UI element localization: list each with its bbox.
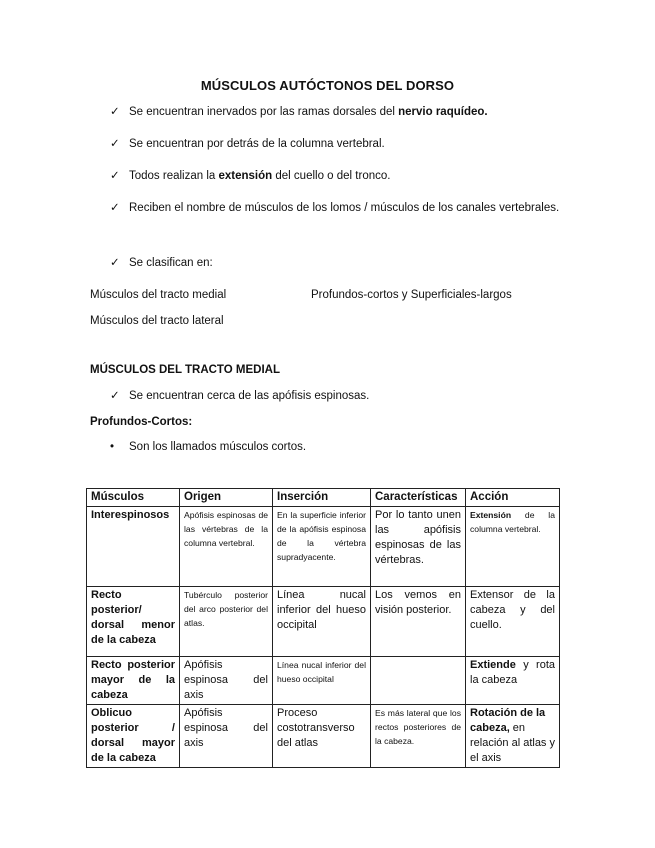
col-header-origen: Origen (180, 489, 273, 507)
check-icon: ✓ (110, 170, 120, 182)
col-header-insercion: Inserción (273, 489, 371, 507)
table-row (87, 657, 560, 705)
cell-musculo: Interespinosos (87, 507, 180, 587)
cell-caracteristicas: Por lo tanto unen las apófisis espinosas de las vértebras. (371, 507, 466, 587)
cell-accion: Rotación de la cabeza, en relación al atlas y el axis (466, 705, 560, 768)
bullet-dot-icon: • (110, 441, 115, 453)
classification-medial-types: Profundos-cortos y Superficiales-largos (311, 289, 512, 301)
col-header-accion: Acción (466, 489, 560, 507)
cell-musculo: Recto posterior mayor de la cabeza (87, 657, 180, 705)
check-icon: ✓ (110, 202, 120, 214)
check-icon: ✓ (110, 390, 120, 402)
cell-caracteristicas: Los vemos en visión posterior. (371, 587, 466, 657)
subsection-heading: Profundos-Cortos: (90, 416, 193, 428)
cell-musculo: Oblicuo posterior / dorsal mayor de la cabeza (87, 705, 180, 768)
table-row (87, 705, 560, 768)
check-icon: ✓ (110, 257, 120, 269)
check-icon: ✓ (110, 106, 120, 118)
classification-medial: Músculos del tracto medial (90, 289, 227, 301)
cell-insercion: Línea nucal inferior del hueso occipital (273, 587, 371, 657)
check-icon: ✓ (110, 138, 120, 150)
document-page: MÚSCULOS AUTÓCTONOS DEL DORSO ✓ Se encuentran inervados por las ramas dorsales del nervio raquídeo. ✓ Se encuentran por detrás de la columna vertebral. ✓ Todos realizan la extensión del cuello o del tronco. ✓ Reciben el nombre de músculos de los lomos / músculos de los canales vertebrales. ✓ Se clasifican en: Músculos del tracto medial Profundos-cortos y Superficiales-largos Músculos del tracto lateral MÚSCULOS DEL TRACTO MEDIAL ✓ Se encuentran cerca de las apófisis espinosas. Profundos-Cortos: • Son los llamados músculos cortos. Músculos Origen Inserción Características Acción Interespinosos Apófisis espinosas de las vértebras de la columna vertebral. En la superficie inferior de la apófisis espinosa de la vértebra supradyacente. Por lo tanto unen las apófisis espinosas de las vértebras. Extensión de la columna vertebral. Recto posterior/ dorsal menor de la cabeza Tubérculo posterior del arco posterior del atlas. Línea nucal inferior del hueso occipital Los vemos en visión posterior. Extensor de la cabeza y del cuello. Recto posterior mayor de la cabeza Apófisis espinosa del axis Línea nucal inferior del hueso occipital Extiende y rota la cabeza Oblicuo posterior / dorsal mayor de la cabeza Apófisis espinosa del axis Proceso costotransverso del atlas Es más lateral que los rectos posteriores de la cabeza. Rotación de la cabeza, en relación al atlas y el axis (0, 0, 655, 848)
muscles-table (86, 488, 560, 768)
table-row (87, 587, 560, 657)
cell-caracteristicas (371, 657, 466, 705)
cell-insercion: Línea nucal inferior del hueso occipital (273, 657, 371, 705)
cell-origen: Tubérculo posterior del arco posterior del atlas. (180, 587, 273, 657)
cell-caracteristicas: Es más lateral que los rectos posteriores de la cabeza. (371, 705, 466, 768)
table-row (87, 507, 560, 587)
col-header-musculos: Músculos (87, 489, 180, 507)
section-heading: MÚSCULOS DEL TRACTO MEDIAL (90, 364, 280, 376)
cell-insercion: Proceso costotransverso del atlas (273, 705, 371, 768)
cell-origen: Apófisis espinosas de las vértebras de la columna vertebral. (180, 507, 273, 587)
cell-accion: Extensión de la columna vertebral. (466, 507, 560, 587)
cell-origen: Apófisis espinosa del axis (180, 657, 273, 705)
cell-musculo: Recto posterior/ dorsal menor de la cabeza (87, 587, 180, 657)
cell-insercion: En la superficie inferior de la apófisis espinosa de la vértebra supradyacente. (273, 507, 371, 587)
cell-accion: Extensor de la cabeza y del cuello. (466, 587, 560, 657)
table-header-row (87, 489, 560, 507)
col-header-caracteristicas: Características (371, 489, 466, 507)
cell-origen: Apófisis espinosa del axis (180, 705, 273, 768)
cell-accion: Extiende y rota la cabeza (466, 657, 560, 705)
page-title: MÚSCULOS AUTÓCTONOS DEL DORSO (200, 78, 455, 93)
classification-lateral: Músculos del tracto lateral (90, 315, 224, 327)
